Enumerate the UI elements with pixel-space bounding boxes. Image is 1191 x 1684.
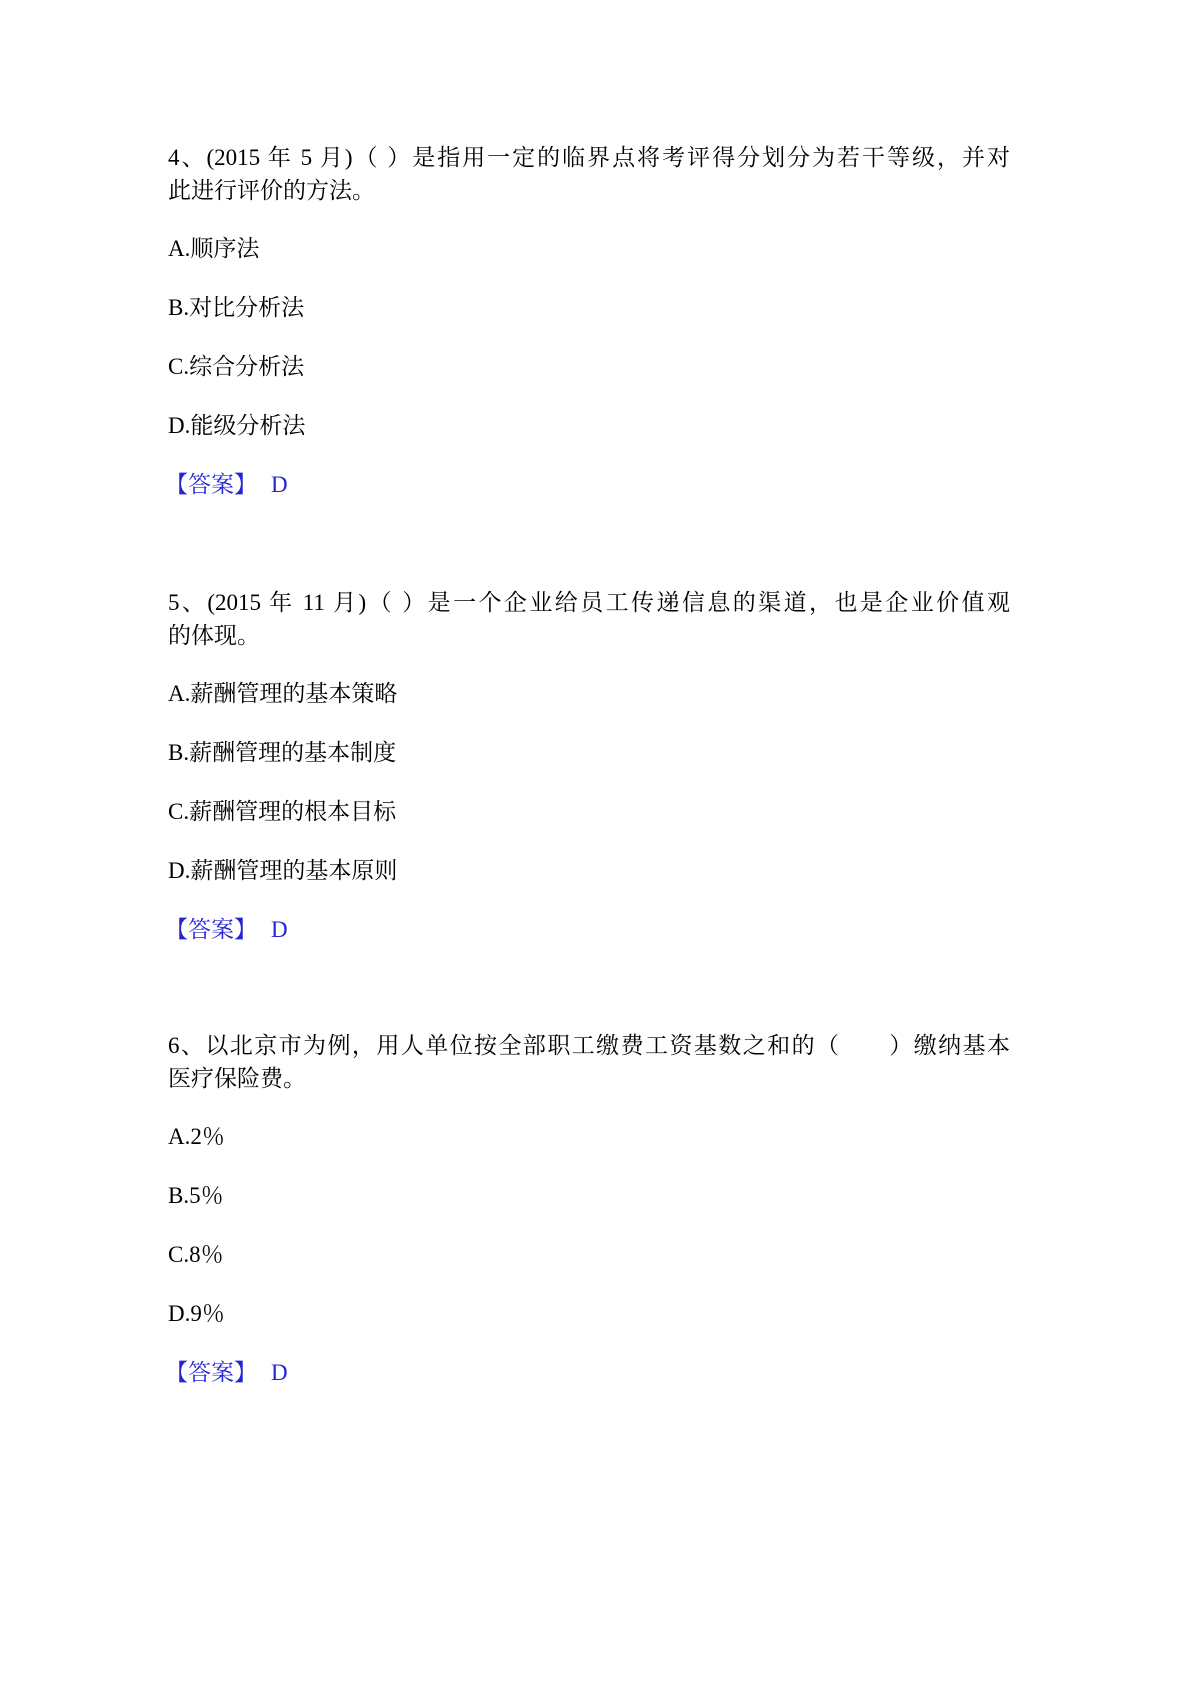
question-stem-line: 5、(2015 年 11 月)（ ）是一个企业给员工传递信息的渠道，也是企业价值观: [168, 590, 1010, 615]
option-a: A.2％: [168, 1124, 225, 1149]
answer-label: 【答案】: [165, 472, 257, 497]
answer-line: [165, 468, 1010, 501]
answer-value: D: [271, 917, 288, 942]
option-d: D.薪酬管理的基本原则: [168, 858, 398, 883]
option-a: A.薪酬管理的基本策略: [168, 681, 398, 706]
question-block: [165, 1029, 1010, 1389]
question-stem-line: 的体现。: [168, 623, 260, 648]
option-b: B.薪酬管理的基本制度: [168, 740, 397, 765]
option-c: C.8％: [168, 1242, 224, 1267]
answer-label: 【答案】: [165, 1360, 257, 1385]
answer-line: [165, 913, 1010, 946]
answer-line: [165, 1356, 1010, 1389]
question-block: [165, 586, 1010, 946]
answer-label: 【答案】: [165, 917, 257, 942]
question-stem-line: 4、(2015 年 5 月)（ ）是指用一定的临界点将考评得分划分为若干等级，并对: [168, 145, 1010, 170]
option-d: D.能级分析法: [168, 413, 306, 438]
option-c: C.综合分析法: [168, 354, 305, 379]
answer-value: D: [271, 472, 288, 497]
question-stem-line: 此进行评价的方法。: [168, 178, 375, 203]
option-c: C.薪酬管理的根本目标: [168, 799, 397, 824]
question-block: [165, 141, 1010, 501]
answer-value: D: [271, 1360, 288, 1385]
question-stem-line: 医疗保险费。: [168, 1066, 306, 1091]
question-stem-line: 6、以北京市为例，用人单位按全部职工缴费工资基数之和的（ ）缴纳基本: [168, 1033, 1010, 1058]
option-a: A.顺序法: [168, 236, 260, 261]
option-b: B.5％: [168, 1183, 224, 1208]
option-d: D.9％: [168, 1301, 225, 1326]
option-b: B.对比分析法: [168, 295, 305, 320]
